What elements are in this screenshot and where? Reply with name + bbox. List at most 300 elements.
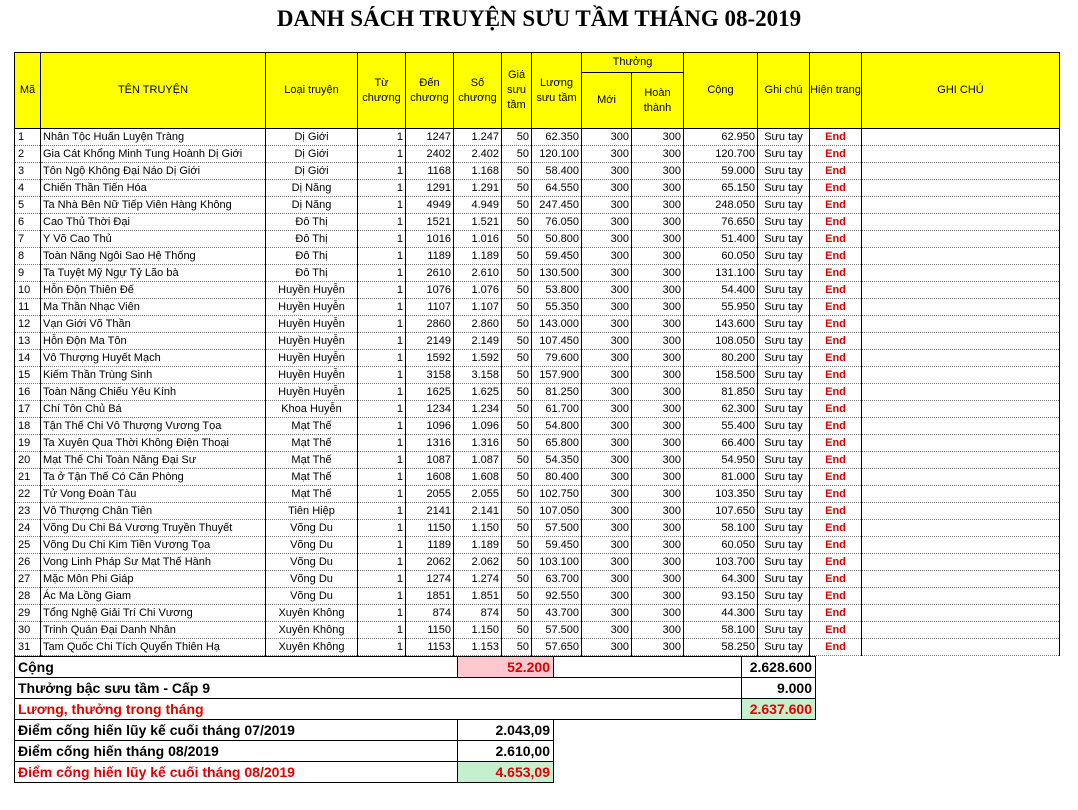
header-ghi-chu: GHI CHÚ (862, 53, 1060, 129)
row-so-chuong: 1.247 (454, 129, 502, 146)
table-row (15, 316, 1060, 333)
header-moi: Mới (582, 73, 632, 129)
table-row (15, 163, 1060, 180)
row-so-chuong: 2.141 (454, 503, 502, 520)
row-den-chuong: 1851 (406, 588, 454, 605)
row-ten-truyen: Vạn Giới Võ Thần (41, 316, 266, 333)
header-tu-chuong: Từ chương (358, 53, 406, 129)
row-so-chuong: 1.625 (454, 384, 502, 401)
row-hien-trang: End (810, 639, 862, 656)
row-ghi-chu: Sưu tay (758, 367, 810, 384)
row-ma: 29 (15, 605, 41, 622)
row-ma: 28 (15, 588, 41, 605)
row-so-chuong: 2.402 (454, 146, 502, 163)
row-ma: 17 (15, 401, 41, 418)
row-thuong-moi: 300 (582, 129, 632, 146)
row-gia: 50 (502, 180, 532, 197)
row-ten-truyen: Toàn Năng Chiếu Yêu Kính (41, 384, 266, 401)
row-hien-trang: End (810, 299, 862, 316)
row-so-chuong: 1.592 (454, 350, 502, 367)
row-ten-truyen: Tôn Ngộ Không Đại Náo Dị Giới (41, 163, 266, 180)
row-cong: 58.100 (684, 520, 758, 537)
row-ma: 12 (15, 316, 41, 333)
row-ma: 2 (15, 146, 41, 163)
table-row (15, 265, 1060, 282)
row-ma: 23 (15, 503, 41, 520)
table-row (15, 622, 1060, 639)
row-loai-truyen: Mạt Thế (266, 469, 358, 486)
row-thuong-moi: 300 (582, 299, 632, 316)
row-loai-truyen: Huyền Huyễn (266, 333, 358, 350)
row-ten-truyen: Nhân Tộc Huấn Luyện Tràng (41, 129, 266, 146)
row-ma: 19 (15, 435, 41, 452)
row-ma: 8 (15, 248, 41, 265)
row-den-chuong: 1168 (406, 163, 454, 180)
row-gia: 50 (502, 299, 532, 316)
row-ghi-chu-extra (862, 146, 1060, 163)
row-ten-truyen: Ta Tuyệt Mỹ Ngự Tỷ Lão bà (41, 265, 266, 282)
row-gia: 50 (502, 639, 532, 656)
row-den-chuong: 2860 (406, 316, 454, 333)
table-row (15, 452, 1060, 469)
row-ghi-chu: Sưu tay (758, 350, 810, 367)
row-loai-truyen: Xuyên Không (266, 605, 358, 622)
row-ghi-chu: Sưu tay (758, 435, 810, 452)
row-tu-chuong: 1 (358, 622, 406, 639)
row-ghi-chu-extra (862, 316, 1060, 333)
row-thuong-hoan-thanh: 300 (632, 384, 684, 401)
row-ghi-chu-extra (862, 588, 1060, 605)
row-so-chuong: 1.234 (454, 401, 502, 418)
row-gia: 50 (502, 401, 532, 418)
row-loai-truyen: Mạt Thế (266, 452, 358, 469)
row-luong: 57.500 (532, 622, 582, 639)
row-gia: 50 (502, 418, 532, 435)
row-ghi-chu: Sưu tay (758, 299, 810, 316)
row-tu-chuong: 1 (358, 350, 406, 367)
row-thuong-moi: 300 (582, 180, 632, 197)
row-hien-trang: End (810, 180, 862, 197)
row-so-chuong: 1.150 (454, 520, 502, 537)
points-prev-value: 2.043,09 (458, 720, 554, 741)
row-den-chuong: 1189 (406, 537, 454, 554)
table-row (15, 418, 1060, 435)
row-thuong-hoan-thanh: 300 (632, 486, 684, 503)
table-row (15, 350, 1060, 367)
row-ma: 21 (15, 469, 41, 486)
row-ten-truyen: Toàn Năng Ngôi Sao Hệ Thống (41, 248, 266, 265)
row-gia: 50 (502, 469, 532, 486)
summary-table (14, 656, 816, 783)
row-loai-truyen: Đô Thị (266, 231, 358, 248)
row-thuong-moi: 300 (582, 163, 632, 180)
row-ghi-chu: Sưu tay (758, 197, 810, 214)
row-so-chuong: 1.076 (454, 282, 502, 299)
row-ghi-chu-extra (862, 401, 1060, 418)
row-hien-trang: End (810, 129, 862, 146)
row-so-chuong: 1.150 (454, 622, 502, 639)
row-hien-trang: End (810, 384, 862, 401)
row-den-chuong: 1107 (406, 299, 454, 316)
row-cong: 55.400 (684, 418, 758, 435)
points-month-label: Điểm cống hiến tháng 08/2019 (15, 741, 458, 762)
row-ma: 1 (15, 129, 41, 146)
row-tu-chuong: 1 (358, 452, 406, 469)
row-thuong-hoan-thanh: 300 (632, 435, 684, 452)
row-cong: 158.500 (684, 367, 758, 384)
row-gia: 50 (502, 435, 532, 452)
row-den-chuong: 1274 (406, 571, 454, 588)
row-loai-truyen: Huyền Huyễn (266, 299, 358, 316)
row-loai-truyen: Võng Du (266, 571, 358, 588)
row-cong: 60.050 (684, 537, 758, 554)
row-thuong-moi: 300 (582, 333, 632, 350)
row-thuong-hoan-thanh: 300 (632, 588, 684, 605)
row-thuong-hoan-thanh: 300 (632, 605, 684, 622)
table-row (15, 282, 1060, 299)
row-tu-chuong: 1 (358, 197, 406, 214)
row-luong: 63.700 (532, 571, 582, 588)
row-luong: 62.350 (532, 129, 582, 146)
row-cong: 143.600 (684, 316, 758, 333)
row-thuong-moi: 300 (582, 588, 632, 605)
row-tu-chuong: 1 (358, 401, 406, 418)
row-ghi-chu-extra (862, 163, 1060, 180)
row-loai-truyen: Xuyên Không (266, 639, 358, 656)
row-cong: 60.050 (684, 248, 758, 265)
row-ma: 18 (15, 418, 41, 435)
row-gia: 50 (502, 537, 532, 554)
row-den-chuong: 1150 (406, 622, 454, 639)
row-tu-chuong: 1 (358, 486, 406, 503)
row-thuong-moi: 300 (582, 622, 632, 639)
row-so-chuong: 3.158 (454, 367, 502, 384)
row-thuong-moi: 300 (582, 282, 632, 299)
row-luong: 58.400 (532, 163, 582, 180)
header-cong: Cộng (684, 53, 758, 129)
row-hien-trang: End (810, 265, 862, 282)
row-luong: 55.350 (532, 299, 582, 316)
points-total-value: 4.653,09 (458, 762, 554, 783)
row-cong: 81.000 (684, 469, 758, 486)
row-ten-truyen: Hỗn Độn Thiên Đế (41, 282, 266, 299)
row-cong: 62.950 (684, 129, 758, 146)
row-thuong-hoan-thanh: 300 (632, 231, 684, 248)
row-thuong-moi: 300 (582, 214, 632, 231)
row-loai-truyen: Võng Du (266, 520, 358, 537)
row-luong: 59.450 (532, 537, 582, 554)
row-ma: 26 (15, 554, 41, 571)
row-so-chuong: 1.189 (454, 537, 502, 554)
row-tu-chuong: 1 (358, 367, 406, 384)
row-den-chuong: 2055 (406, 486, 454, 503)
row-tu-chuong: 1 (358, 299, 406, 316)
row-den-chuong: 1189 (406, 248, 454, 265)
row-loai-truyen: Đô Thị (266, 248, 358, 265)
row-so-chuong: 1.274 (454, 571, 502, 588)
row-ten-truyen: Chí Tôn Chủ Bá (41, 401, 266, 418)
row-ghi-chu: Sưu tay (758, 571, 810, 588)
row-hien-trang: End (810, 520, 862, 537)
row-gia: 50 (502, 316, 532, 333)
row-luong: 54.800 (532, 418, 582, 435)
row-ghi-chu: Sưu tay (758, 214, 810, 231)
row-ten-truyen: Ta ở Tận Thế Có Căn Phòng (41, 469, 266, 486)
row-ghi-chu-extra (862, 180, 1060, 197)
row-gia: 50 (502, 367, 532, 384)
row-ten-truyen: Tử Vong Đoàn Tàu (41, 486, 266, 503)
row-tu-chuong: 1 (358, 571, 406, 588)
row-hien-trang: End (810, 469, 862, 486)
row-loai-truyen: Võng Du (266, 537, 358, 554)
table-row (15, 605, 1060, 622)
row-thuong-moi: 300 (582, 435, 632, 452)
row-gia: 50 (502, 588, 532, 605)
row-luong: 54.350 (532, 452, 582, 469)
row-ghi-chu: Sưu tay (758, 486, 810, 503)
row-den-chuong: 1076 (406, 282, 454, 299)
row-thuong-moi: 300 (582, 146, 632, 163)
row-thuong-hoan-thanh: 300 (632, 265, 684, 282)
table-row (15, 469, 1060, 486)
row-cong: 51.400 (684, 231, 758, 248)
row-thuong-hoan-thanh: 300 (632, 571, 684, 588)
row-hien-trang: End (810, 588, 862, 605)
row-loai-truyen: Huyền Huyễn (266, 282, 358, 299)
row-cong: 76.650 (684, 214, 758, 231)
row-gia: 50 (502, 554, 532, 571)
table-row (15, 129, 1060, 146)
row-hien-trang: End (810, 163, 862, 180)
row-ten-truyen: Tam Quốc Chi Tích Quyển Thiên Hạ (41, 639, 266, 656)
row-den-chuong: 1096 (406, 418, 454, 435)
row-thuong-hoan-thanh: 300 (632, 520, 684, 537)
row-den-chuong: 2610 (406, 265, 454, 282)
row-loai-truyen: Mạt Thế (266, 486, 358, 503)
table-row (15, 401, 1060, 418)
row-ghi-chu: Sưu tay (758, 605, 810, 622)
row-thuong-moi: 300 (582, 571, 632, 588)
row-ghi-chu: Sưu tay (758, 282, 810, 299)
row-loai-truyen: Dị Giới (266, 146, 358, 163)
row-hien-trang: End (810, 333, 862, 350)
row-thuong-hoan-thanh: 300 (632, 469, 684, 486)
row-ten-truyen: Tổng Nghệ Giải Trí Chi Vương (41, 605, 266, 622)
row-ghi-chu: Sưu tay (758, 129, 810, 146)
row-so-chuong: 1.168 (454, 163, 502, 180)
table-row (15, 639, 1060, 656)
row-loai-truyen: Dị Năng (266, 180, 358, 197)
row-luong: 64.550 (532, 180, 582, 197)
row-ghi-chu: Sưu tay (758, 554, 810, 571)
header-so-chuong: Số chương (454, 53, 502, 129)
table-row (15, 197, 1060, 214)
row-ghi-chu: Sưu tay (758, 384, 810, 401)
row-gia: 50 (502, 146, 532, 163)
points-prev-label: Điểm cống hiến lũy kế cuối tháng 07/2019 (15, 720, 458, 741)
row-ten-truyen: Ta Nhà Bên Nữ Tiếp Viên Hàng Không (41, 197, 266, 214)
row-thuong-hoan-thanh: 300 (632, 537, 684, 554)
row-ma: 31 (15, 639, 41, 656)
row-gia: 50 (502, 129, 532, 146)
total-label: Cộng (15, 657, 458, 678)
row-loai-truyen: Huyền Huyễn (266, 350, 358, 367)
row-luong: 143.000 (532, 316, 582, 333)
row-thuong-hoan-thanh: 300 (632, 350, 684, 367)
row-thuong-hoan-thanh: 300 (632, 452, 684, 469)
row-cong: 103.350 (684, 486, 758, 503)
row-thuong-moi: 300 (582, 401, 632, 418)
row-cong: 108.050 (684, 333, 758, 350)
row-den-chuong: 1625 (406, 384, 454, 401)
row-cong: 80.200 (684, 350, 758, 367)
row-ghi-chu-extra (862, 367, 1060, 384)
row-ghi-chu: Sưu tay (758, 316, 810, 333)
row-loai-truyen: Võng Du (266, 554, 358, 571)
table-row (15, 248, 1060, 265)
row-den-chuong: 3158 (406, 367, 454, 384)
row-hien-trang: End (810, 503, 862, 520)
header-gia-suu-tam: Giá sưu tầm (502, 53, 532, 129)
row-ma: 16 (15, 384, 41, 401)
row-cong: 58.250 (684, 639, 758, 656)
row-so-chuong: 1.608 (454, 469, 502, 486)
row-luong: 107.450 (532, 333, 582, 350)
row-ma: 22 (15, 486, 41, 503)
row-ghi-chu: Sưu tay (758, 469, 810, 486)
header-ma: Mã (15, 53, 41, 129)
row-ten-truyen: Võng Du Chi Bá Vương Truyền Thuyết (41, 520, 266, 537)
row-ten-truyen: Vô Thượng Huyết Mạch (41, 350, 266, 367)
row-so-chuong: 1.096 (454, 418, 502, 435)
row-tu-chuong: 1 (358, 384, 406, 401)
row-thuong-hoan-thanh: 300 (632, 129, 684, 146)
row-gia: 50 (502, 520, 532, 537)
row-hien-trang: End (810, 146, 862, 163)
row-ten-truyen: Y Võ Cao Thủ (41, 231, 266, 248)
row-ten-truyen: Mạt Thế Chi Toàn Năng Đại Sư (41, 452, 266, 469)
salary-value: 2.637.600 (742, 699, 816, 720)
row-luong: 80.400 (532, 469, 582, 486)
row-thuong-hoan-thanh: 300 (632, 418, 684, 435)
row-hien-trang: End (810, 401, 862, 418)
row-ghi-chu-extra (862, 333, 1060, 350)
row-ten-truyen: Trinh Quán Đại Danh Nhân (41, 622, 266, 639)
row-hien-trang: End (810, 248, 862, 265)
row-ma: 4 (15, 180, 41, 197)
row-thuong-hoan-thanh: 300 (632, 367, 684, 384)
row-luong: 81.250 (532, 384, 582, 401)
row-hien-trang: End (810, 350, 862, 367)
row-cong: 93.150 (684, 588, 758, 605)
row-luong: 76.050 (532, 214, 582, 231)
row-tu-chuong: 1 (358, 265, 406, 282)
row-hien-trang: End (810, 197, 862, 214)
row-gia: 50 (502, 571, 532, 588)
row-ghi-chu-extra (862, 248, 1060, 265)
table-row (15, 367, 1060, 384)
row-luong: 53.800 (532, 282, 582, 299)
row-den-chuong: 2402 (406, 146, 454, 163)
row-thuong-hoan-thanh: 300 (632, 333, 684, 350)
row-thuong-hoan-thanh: 300 (632, 197, 684, 214)
row-ten-truyen: Ác Ma Lồng Giam (41, 588, 266, 605)
row-so-chuong: 2.062 (454, 554, 502, 571)
row-ghi-chu-extra (862, 571, 1060, 588)
row-hien-trang: End (810, 418, 862, 435)
row-tu-chuong: 1 (358, 248, 406, 265)
row-den-chuong: 1150 (406, 520, 454, 537)
row-tu-chuong: 1 (358, 231, 406, 248)
row-tu-chuong: 1 (358, 588, 406, 605)
row-ghi-chu-extra (862, 129, 1060, 146)
row-thuong-moi: 300 (582, 520, 632, 537)
row-cong: 54.400 (684, 282, 758, 299)
row-luong: 103.100 (532, 554, 582, 571)
row-ten-truyen: Mặc Môn Phi Giáp (41, 571, 266, 588)
row-ghi-chu-extra (862, 520, 1060, 537)
page-title: DANH SÁCH TRUYỆN SƯU TẦM THÁNG 08-2019 (276, 6, 802, 31)
row-ghi-chu-extra (862, 418, 1060, 435)
row-ten-truyen: Cao Thủ Thời Đại (41, 214, 266, 231)
row-loai-truyen: Dị Giới (266, 163, 358, 180)
row-hien-trang: End (810, 452, 862, 469)
row-thuong-moi: 300 (582, 384, 632, 401)
header-ten-truyen: TÊN TRUYỆN (41, 53, 266, 129)
row-gia: 50 (502, 503, 532, 520)
row-ma: 13 (15, 333, 41, 350)
row-thuong-hoan-thanh: 300 (632, 639, 684, 656)
header-ghi-chu-short: Ghi chú (758, 53, 810, 129)
row-ghi-chu-extra (862, 299, 1060, 316)
row-ma: 6 (15, 214, 41, 231)
row-loai-truyen: Xuyên Không (266, 622, 358, 639)
row-ma: 27 (15, 571, 41, 588)
row-ghi-chu: Sưu tay (758, 231, 810, 248)
row-gia: 50 (502, 333, 532, 350)
row-gia: 50 (502, 282, 532, 299)
table-row (15, 435, 1060, 452)
salary-label: Lương, thưởng trong tháng (15, 699, 742, 720)
row-den-chuong: 1592 (406, 350, 454, 367)
row-ghi-chu-extra (862, 622, 1060, 639)
row-thuong-moi: 300 (582, 452, 632, 469)
row-thuong-moi: 300 (582, 537, 632, 554)
row-ten-truyen: Ma Thần Nhạc Viên (41, 299, 266, 316)
row-ten-truyen: Vong Linh Pháp Sư Mạt Thế Hành (41, 554, 266, 571)
row-luong: 92.550 (532, 588, 582, 605)
row-so-chuong: 2.860 (454, 316, 502, 333)
row-so-chuong: 1.521 (454, 214, 502, 231)
row-ghi-chu-extra (862, 537, 1060, 554)
row-thuong-hoan-thanh: 300 (632, 299, 684, 316)
row-cong: 66.400 (684, 435, 758, 452)
row-loai-truyen: Huyền Huyễn (266, 384, 358, 401)
row-den-chuong: 2062 (406, 554, 454, 571)
row-ghi-chu: Sưu tay (758, 248, 810, 265)
table-row (15, 520, 1060, 537)
table-row (15, 486, 1060, 503)
row-thuong-moi: 300 (582, 350, 632, 367)
row-thuong-hoan-thanh: 300 (632, 146, 684, 163)
row-ghi-chu: Sưu tay (758, 333, 810, 350)
row-so-chuong: 874 (454, 605, 502, 622)
row-den-chuong: 1234 (406, 401, 454, 418)
row-ten-truyen: Chiến Thần Tiến Hóa (41, 180, 266, 197)
row-cong: 54.950 (684, 452, 758, 469)
row-tu-chuong: 1 (358, 214, 406, 231)
row-thuong-moi: 300 (582, 248, 632, 265)
